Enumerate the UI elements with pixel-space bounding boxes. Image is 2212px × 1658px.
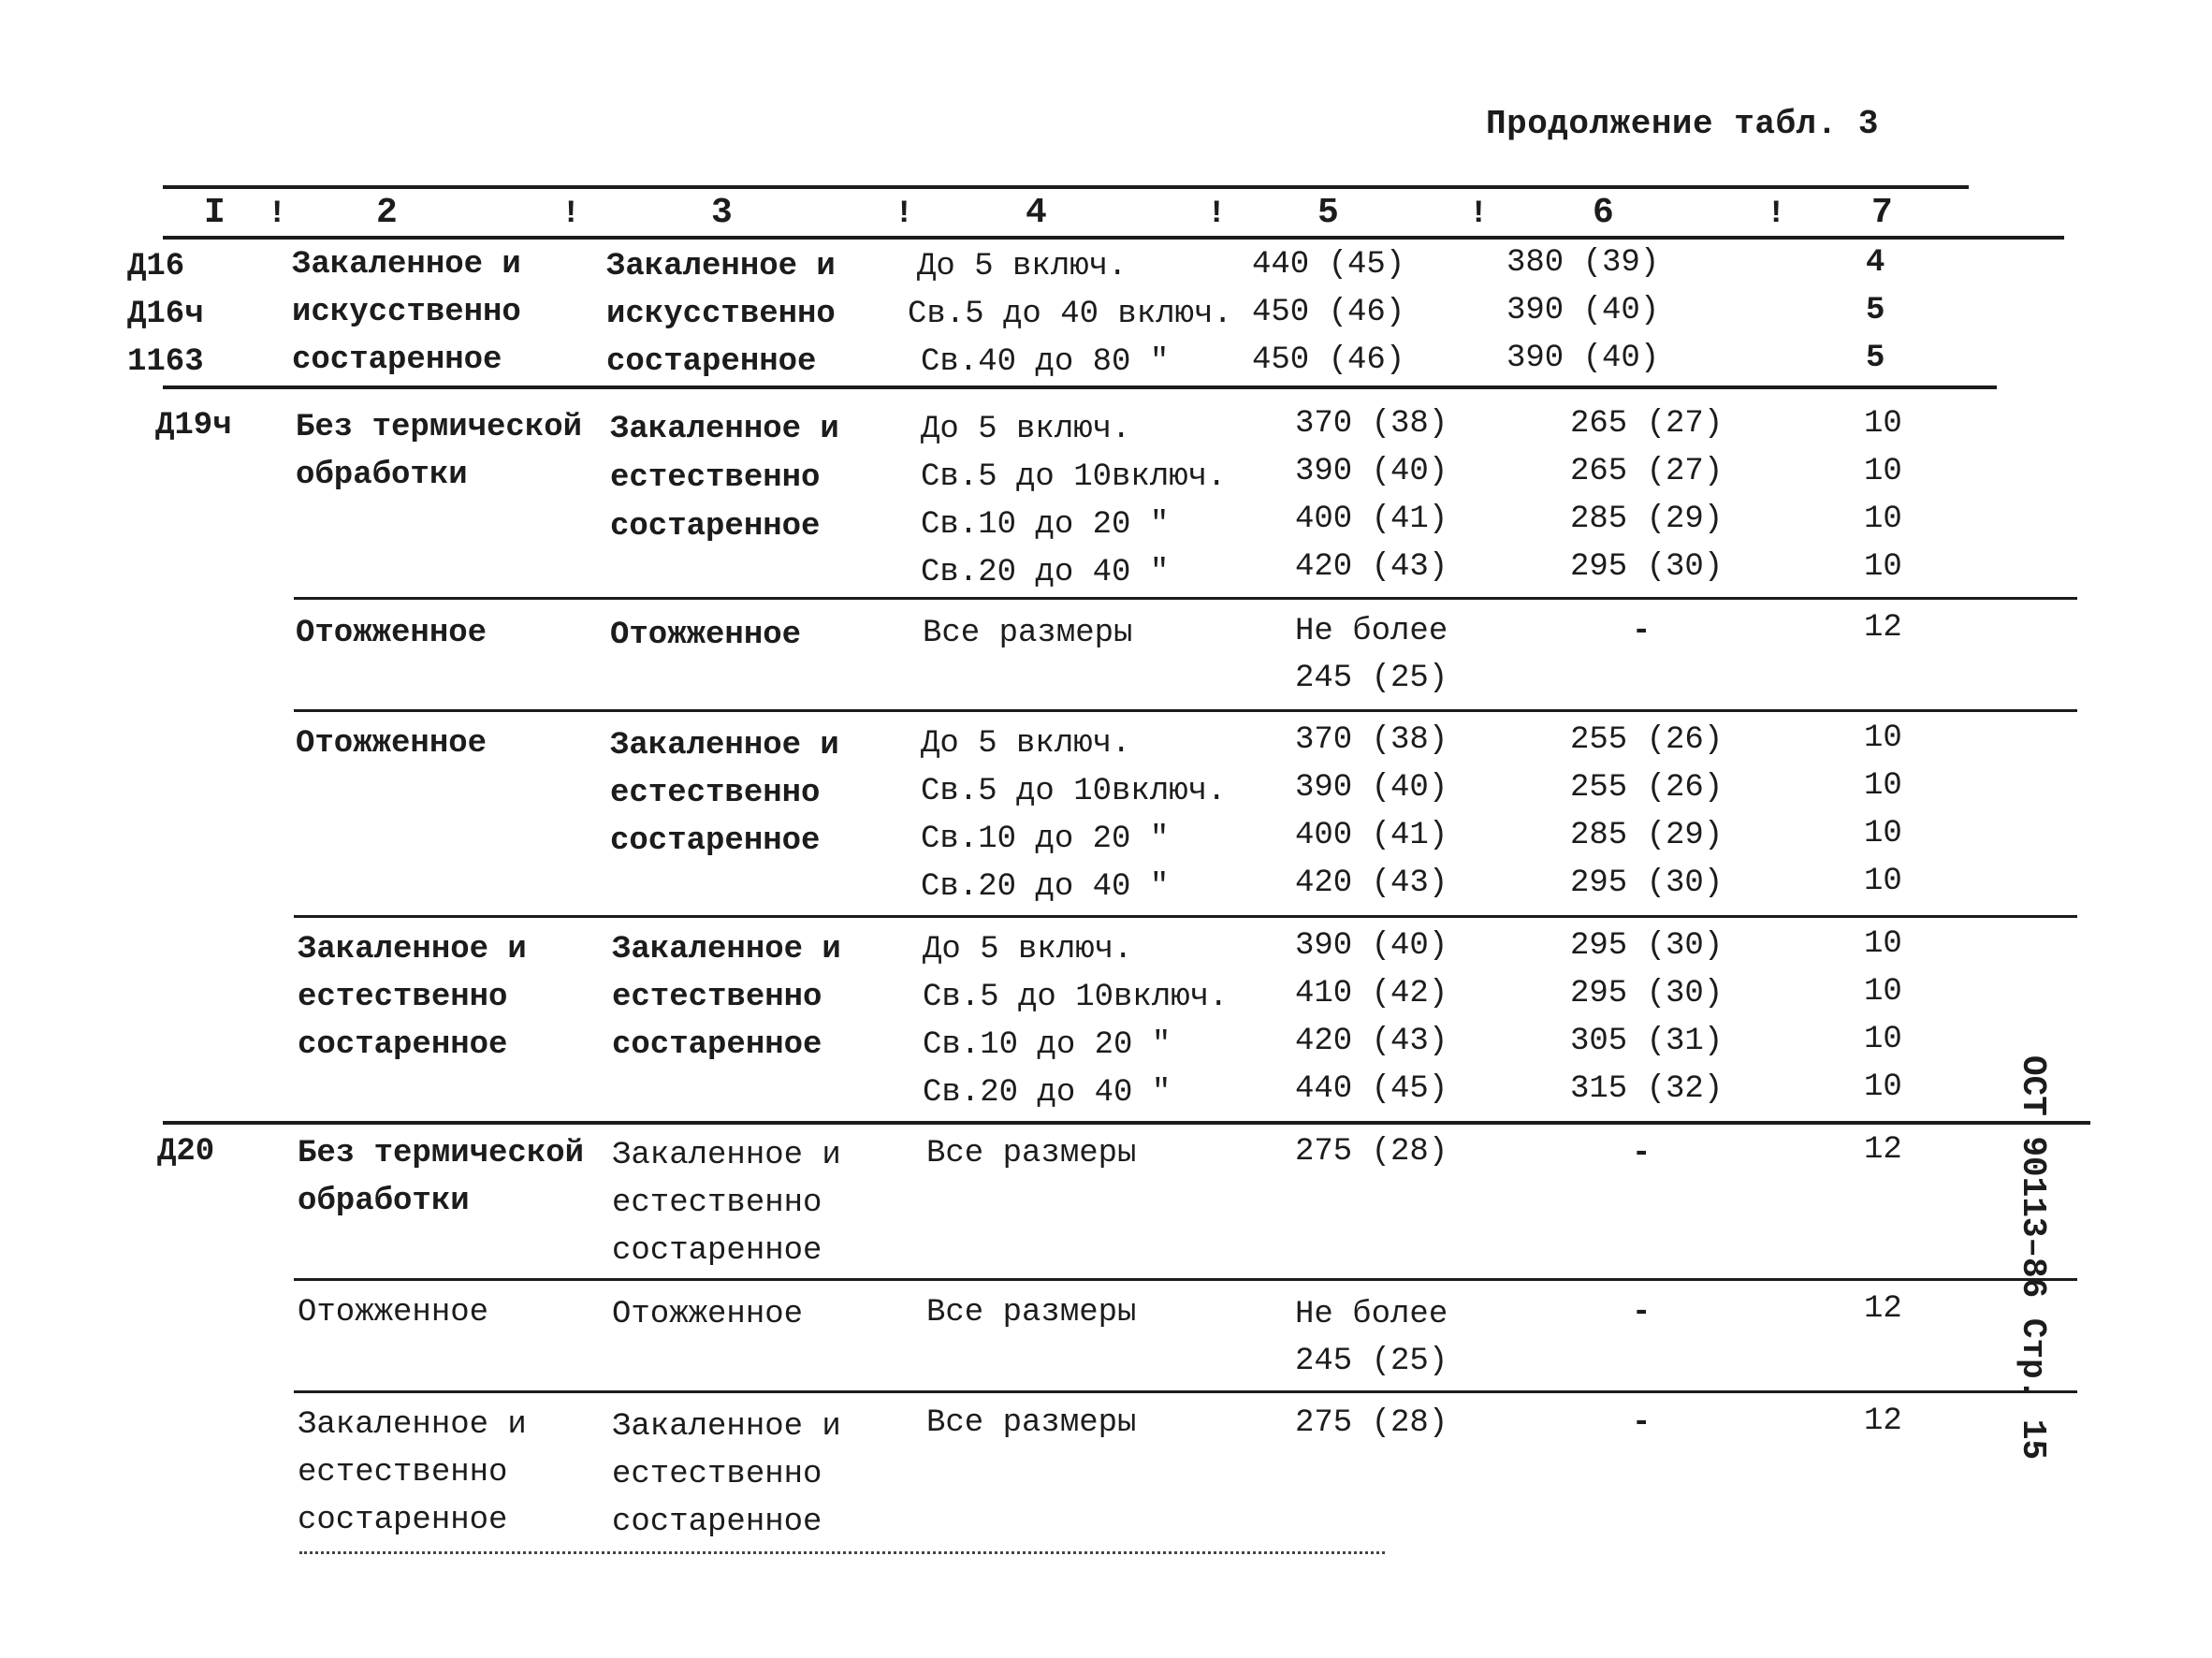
group-separator [294, 597, 2077, 600]
strength-cell: 400 (41) [1295, 502, 1448, 537]
size-cell: Св.10 до 20 " [921, 822, 1170, 857]
delivery-cell: Закаленное и [612, 1409, 841, 1445]
strength-cell: 400 (41) [1295, 818, 1448, 853]
yield-cell: 265 (27) [1570, 406, 1724, 442]
size-cell: Все размеры [923, 616, 1133, 651]
size-cell: Св.20 до 40 " [921, 555, 1170, 590]
delivery-cell: Закаленное и [612, 1138, 841, 1173]
column-header-4: 4 [1026, 193, 1047, 233]
header-separator: ! [1767, 196, 1786, 232]
elongation-cell: 10 [1864, 1022, 1902, 1057]
size-cell: Св.5 до 10включ. [921, 774, 1227, 809]
strength-cell: 440 (45) [1295, 1071, 1448, 1107]
delivery-cell: состаренное [612, 1233, 822, 1269]
strength-cell: 420 (43) [1295, 549, 1448, 585]
yield-cell: 285 (29) [1570, 502, 1724, 537]
delivery-cell: естественно [610, 776, 821, 811]
delivery-cell: Закаленное и [606, 249, 836, 284]
state-cell: Без термической [298, 1136, 585, 1171]
strength-cell: 450 (46) [1252, 342, 1405, 378]
size-cell: Св.5 до 10включ. [921, 459, 1227, 495]
elongation-cell: 5 [1866, 293, 1885, 328]
elongation-cell: 10 [1864, 926, 1902, 962]
state-cell: Закаленное и [298, 932, 527, 967]
yield-cell: - [1632, 1136, 1652, 1171]
size-cell: Св.40 до 80 " [921, 344, 1170, 380]
strength-cell: 390 (40) [1295, 928, 1448, 964]
size-cell: Св.20 до 40 " [923, 1075, 1171, 1111]
delivery-cell: Отожженное [610, 618, 802, 653]
size-cell: До 5 включ. [921, 726, 1131, 762]
yield-cell: 295 (30) [1570, 928, 1724, 964]
state-cell: искусственно [292, 295, 521, 330]
yield-cell: 295 (30) [1570, 865, 1724, 901]
size-cell: Все размеры [926, 1136, 1137, 1171]
delivery-cell: естественно [612, 1185, 822, 1221]
size-cell: Св.10 до 20 " [921, 507, 1170, 543]
header-separator: ! [561, 196, 581, 232]
yield-cell: 315 (32) [1570, 1071, 1724, 1107]
state-cell: Без термической [296, 410, 583, 445]
yield-cell: - [1632, 1295, 1652, 1331]
elongation-cell: 10 [1864, 720, 1902, 756]
delivery-cell: Отожженное [612, 1297, 804, 1332]
elongation-cell: 10 [1864, 974, 1902, 1010]
elongation-cell: 10 [1864, 864, 1902, 899]
table-bottom-rule [299, 1551, 1385, 1554]
state-cell: состаренное [292, 342, 502, 378]
grade-cell: Д19ч [155, 408, 232, 444]
elongation-cell: 10 [1864, 454, 1902, 489]
state-cell: Отожженное [296, 726, 488, 762]
header-separator: ! [895, 196, 914, 232]
elongation-cell: 12 [1864, 610, 1902, 646]
elongation-cell: 12 [1864, 1132, 1902, 1168]
yield-cell: 305 (31) [1570, 1024, 1724, 1059]
delivery-cell: естественно [612, 980, 822, 1015]
page-header: Продолжение табл. 3 [1486, 105, 1879, 143]
state-cell: естественно [298, 980, 508, 1015]
size-cell: Все размеры [926, 1295, 1137, 1331]
yield-cell: 285 (29) [1570, 818, 1724, 853]
delivery-cell: Закаленное и [610, 728, 839, 764]
grade-cell: 1163 [127, 344, 204, 380]
strength-cell: 390 (40) [1295, 770, 1448, 806]
size-cell: Св.10 до 20 " [923, 1027, 1171, 1063]
column-header-5: 5 [1317, 193, 1339, 233]
strength-cell: 275 (28) [1295, 1134, 1448, 1170]
delivery-cell: состаренное [612, 1505, 822, 1540]
state-cell: Закаленное и [292, 247, 521, 283]
elongation-cell: 4 [1866, 245, 1885, 281]
yield-cell: 390 (40) [1506, 293, 1660, 328]
delivery-cell: состаренное [610, 823, 821, 859]
elongation-cell: 10 [1864, 406, 1902, 442]
header-separator: ! [1469, 196, 1489, 232]
grade-cell: Д16 [127, 249, 185, 284]
state-cell: Отожженное [298, 1295, 489, 1331]
strength-cell: 410 (42) [1295, 976, 1448, 1011]
group-separator [163, 1121, 2090, 1125]
delivery-cell: состаренное [606, 344, 817, 380]
size-cell: До 5 включ. [917, 249, 1128, 284]
header-separator: ! [1207, 196, 1227, 232]
document-code-label: ОСТ 90113–86 Стр. 15 [2014, 1055, 2052, 1461]
delivery-cell: естественно [610, 460, 821, 496]
yield-cell: 295 (30) [1570, 549, 1724, 585]
size-cell: До 5 включ. [923, 932, 1133, 967]
strength-cell: Не более [1295, 1297, 1448, 1332]
grade-cell: Д16ч [127, 297, 204, 332]
yield-cell: 255 (26) [1570, 770, 1724, 806]
table-top-rule [163, 185, 1969, 189]
yield-cell: 265 (27) [1570, 454, 1724, 489]
column-header-6: 6 [1593, 193, 1614, 233]
elongation-cell: 12 [1864, 1403, 1902, 1439]
size-cell: До 5 включ. [921, 412, 1131, 447]
yield-cell: 255 (26) [1570, 722, 1724, 758]
elongation-cell: 10 [1864, 1069, 1902, 1105]
group-separator [294, 1278, 2077, 1281]
state-cell: Закаленное и [298, 1407, 527, 1443]
strength-cell: 390 (40) [1295, 454, 1448, 489]
delivery-cell: естественно [612, 1457, 822, 1492]
delivery-cell: состаренное [612, 1027, 822, 1063]
size-cell: Все размеры [926, 1405, 1137, 1441]
yield-cell: 380 (39) [1506, 245, 1660, 281]
group-separator [294, 1390, 2077, 1393]
grade-cell: Д20 [157, 1134, 215, 1170]
size-cell: Св.20 до 40 " [921, 869, 1170, 905]
column-header-7: 7 [1871, 193, 1893, 233]
state-cell: обработки [298, 1184, 470, 1219]
column-header-1: I [204, 193, 226, 233]
delivery-cell: Закаленное и [610, 412, 839, 447]
yield-cell: - [1632, 614, 1652, 649]
elongation-cell: 10 [1864, 549, 1902, 585]
column-header-2: 2 [376, 193, 398, 233]
elongation-cell: 5 [1866, 341, 1885, 376]
size-cell: Св.5 до 10включ. [923, 980, 1229, 1015]
state-cell: обработки [296, 458, 468, 493]
strength-cell: 450 (46) [1252, 295, 1405, 330]
strength-cell: 440 (45) [1252, 247, 1405, 283]
elongation-cell: 10 [1864, 768, 1902, 804]
strength-cell: Не более [1295, 614, 1448, 649]
state-cell: Отожженное [296, 616, 488, 651]
group-separator [294, 915, 2077, 918]
elongation-cell: 12 [1864, 1291, 1902, 1327]
state-cell: естественно [298, 1455, 508, 1491]
strength-cell: 245 (25) [1295, 1344, 1448, 1379]
yield-cell: 295 (30) [1570, 976, 1724, 1011]
strength-cell: 245 (25) [1295, 661, 1448, 696]
delivery-cell: состаренное [610, 509, 821, 545]
elongation-cell: 10 [1864, 816, 1902, 851]
header-bottom-rule [163, 236, 2064, 240]
elongation-cell: 10 [1864, 502, 1902, 537]
state-cell: состаренное [298, 1027, 508, 1063]
header-separator: ! [268, 196, 287, 232]
strength-cell: 370 (38) [1295, 406, 1448, 442]
yield-cell: 390 (40) [1506, 341, 1660, 376]
yield-cell: - [1632, 1405, 1652, 1441]
size-cell: Св.5 до 40 включ. [908, 297, 1232, 332]
strength-cell: 420 (43) [1295, 1024, 1448, 1059]
delivery-cell: искусственно [606, 297, 836, 332]
strength-cell: 275 (28) [1295, 1405, 1448, 1441]
strength-cell: 370 (38) [1295, 722, 1448, 758]
delivery-cell: Закаленное и [612, 932, 841, 967]
column-header-3: 3 [711, 193, 733, 233]
group-separator [294, 709, 2077, 712]
strength-cell: 420 (43) [1295, 865, 1448, 901]
state-cell: состаренное [298, 1503, 508, 1538]
